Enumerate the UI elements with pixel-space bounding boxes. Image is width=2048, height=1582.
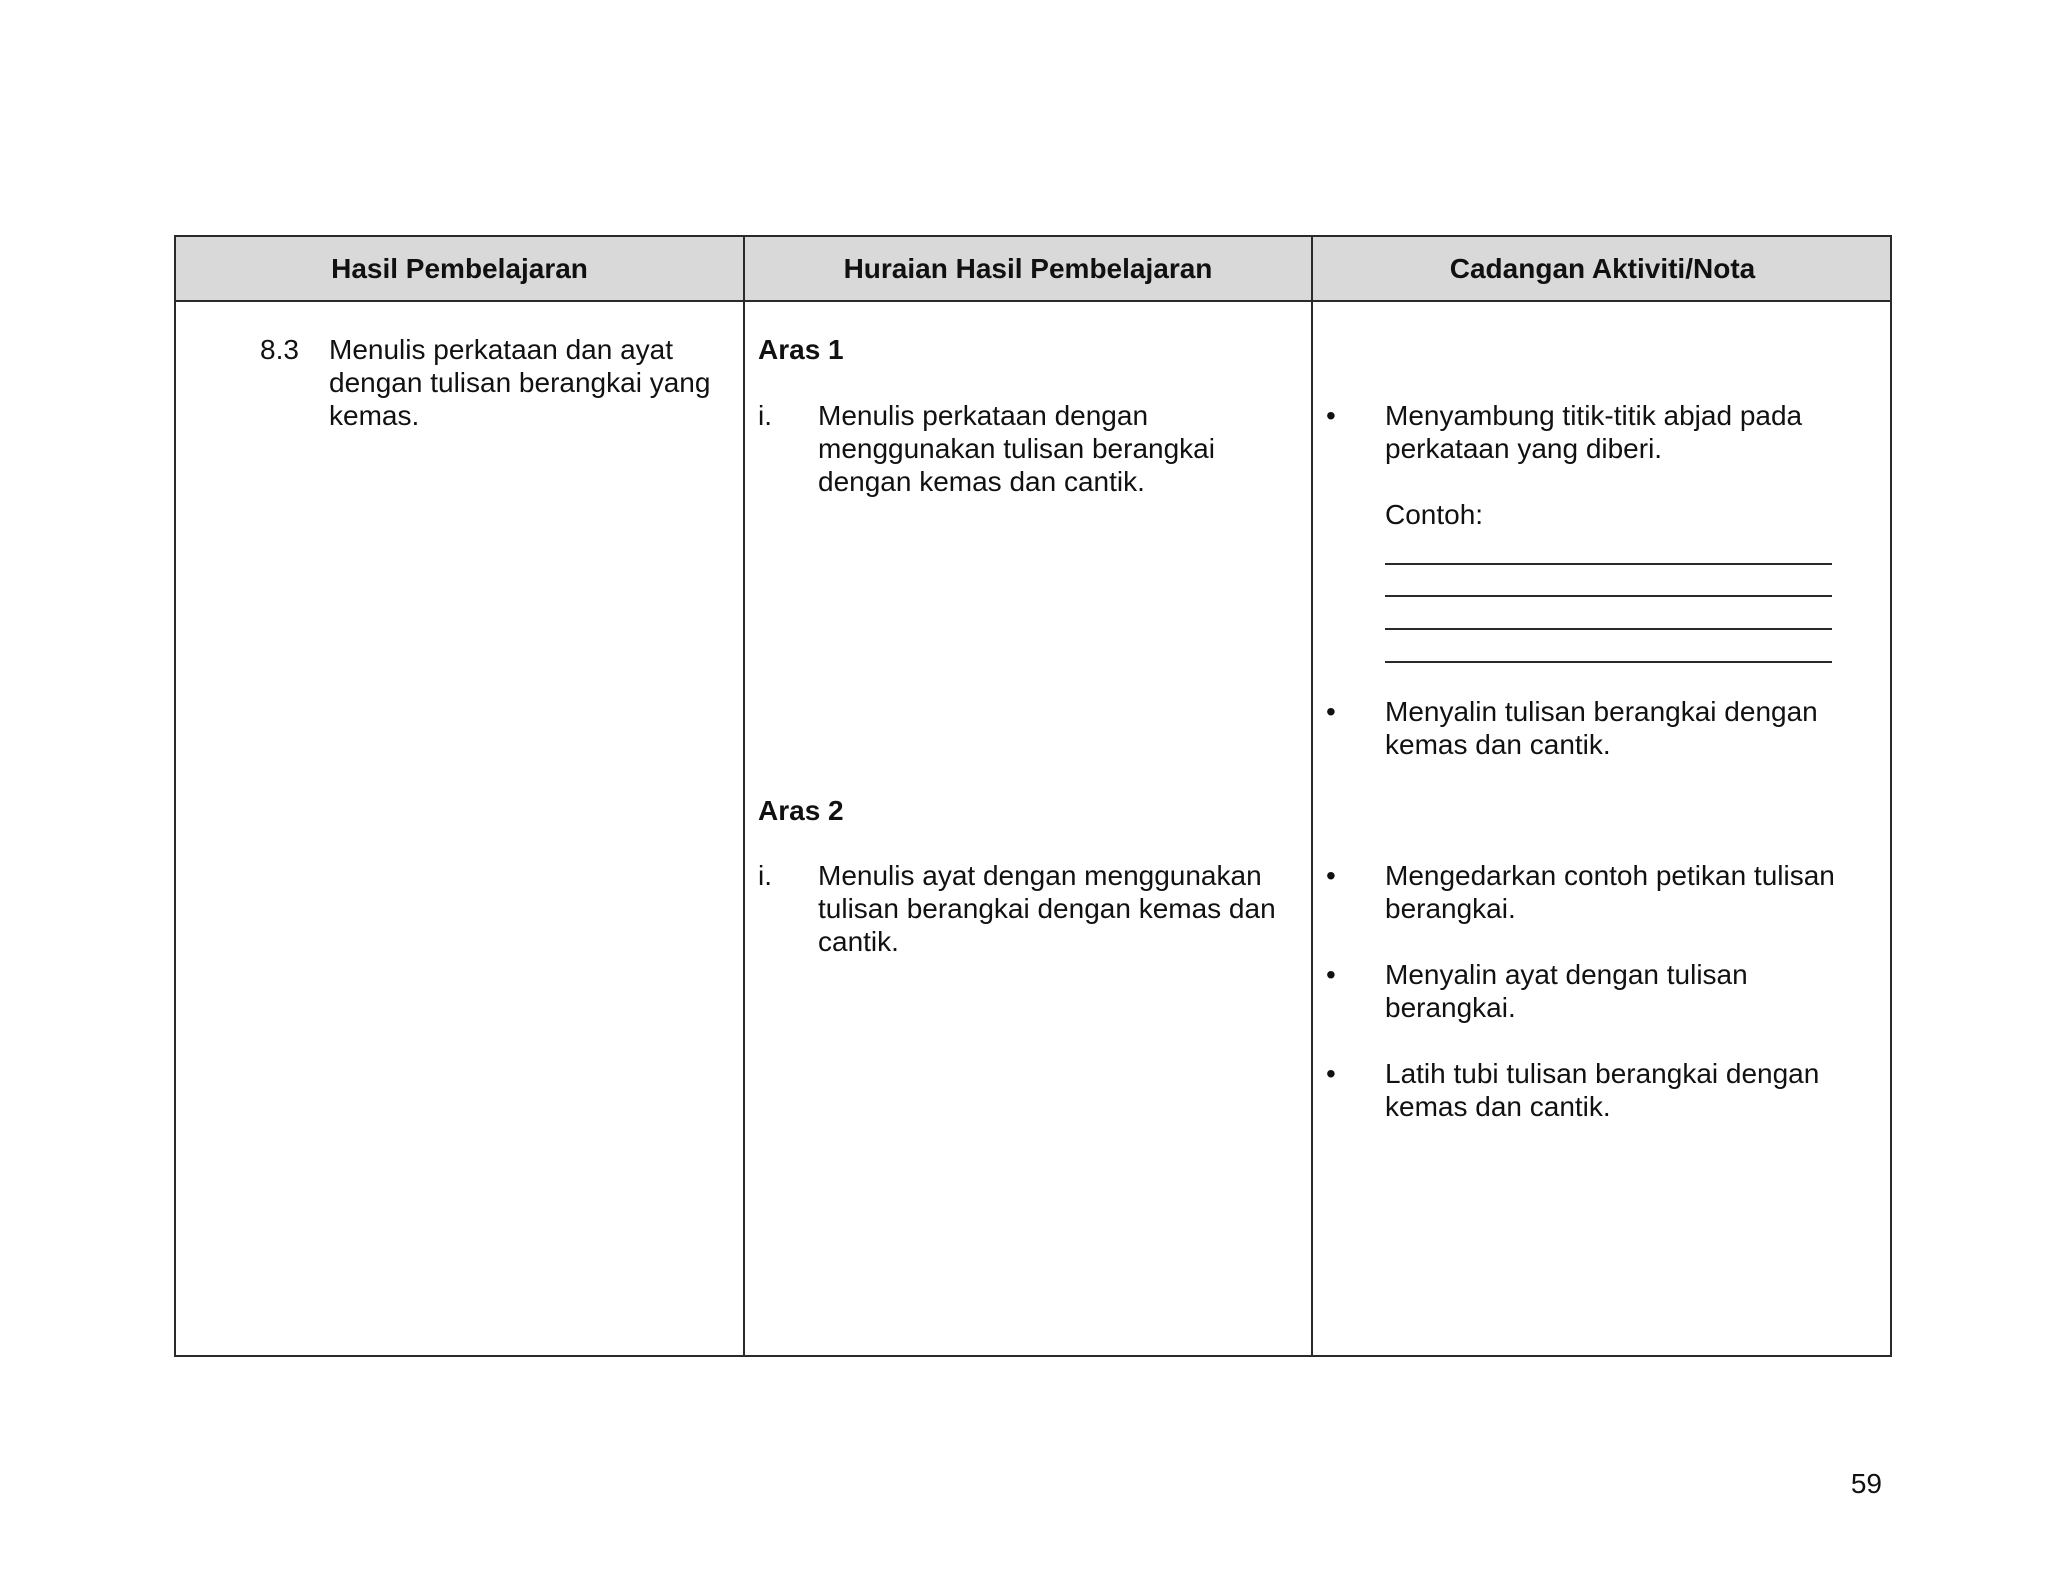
level-1-marker: i. bbox=[758, 400, 772, 431]
example-label: Contoh: bbox=[1385, 499, 1484, 530]
activity-item: Latih tubi tulisan berangkai dengan kemas dan cantik. bbox=[1385, 1058, 1820, 1122]
column-divider bbox=[1311, 237, 1313, 1355]
level-2-description: Menulis ayat dengan menggunakan tulisan berangkai dengan kemas dan cantik. bbox=[818, 860, 1276, 957]
bullet-icon: • bbox=[1326, 860, 1336, 891]
writing-line bbox=[1385, 661, 1832, 663]
level-1-description: Menulis perkataan dengan menggunakan tulisan berangkai dengan kemas dan cantik. bbox=[818, 400, 1215, 497]
curriculum-table bbox=[174, 235, 1892, 1357]
header-huraian-hasil-pembelajaran: Huraian Hasil Pembelajaran bbox=[843, 253, 1213, 284]
bullet-icon: • bbox=[1326, 1058, 1336, 1089]
writing-line bbox=[1385, 628, 1832, 630]
learning-outcome-text: Menulis perkataan dan ayat dengan tulisan berangkai yang kemas. bbox=[329, 334, 711, 431]
writing-line bbox=[1385, 595, 1832, 597]
header-cadangan-aktiviti: Cadangan Aktiviti/Nota bbox=[1449, 253, 1756, 284]
level-1-title: Aras 1 bbox=[758, 334, 844, 365]
learning-outcome-number: 8.3 bbox=[260, 334, 299, 365]
writing-line bbox=[1385, 563, 1832, 565]
activity-item: Menyalin tulisan berangkai dengan kemas dan cantik. bbox=[1385, 696, 1818, 760]
bullet-icon: • bbox=[1326, 959, 1336, 990]
header-hasil-pembelajaran: Hasil Pembelajaran bbox=[331, 253, 588, 284]
table-header-row bbox=[176, 237, 1890, 302]
page-number: 59 bbox=[1850, 1468, 1882, 1499]
level-2-marker: i. bbox=[758, 860, 772, 891]
activity-item: Menyalin ayat dengan tulisan berangkai. bbox=[1385, 959, 1748, 1023]
bullet-icon: • bbox=[1326, 400, 1336, 431]
activity-item: Menyambung titik-titik abjad pada perkataan yang diberi. bbox=[1385, 400, 1803, 464]
activity-item: Mengedarkan contoh petikan tulisan berangkai. bbox=[1385, 860, 1835, 924]
level-2-title: Aras 2 bbox=[758, 795, 844, 826]
bullet-icon: • bbox=[1326, 696, 1336, 727]
